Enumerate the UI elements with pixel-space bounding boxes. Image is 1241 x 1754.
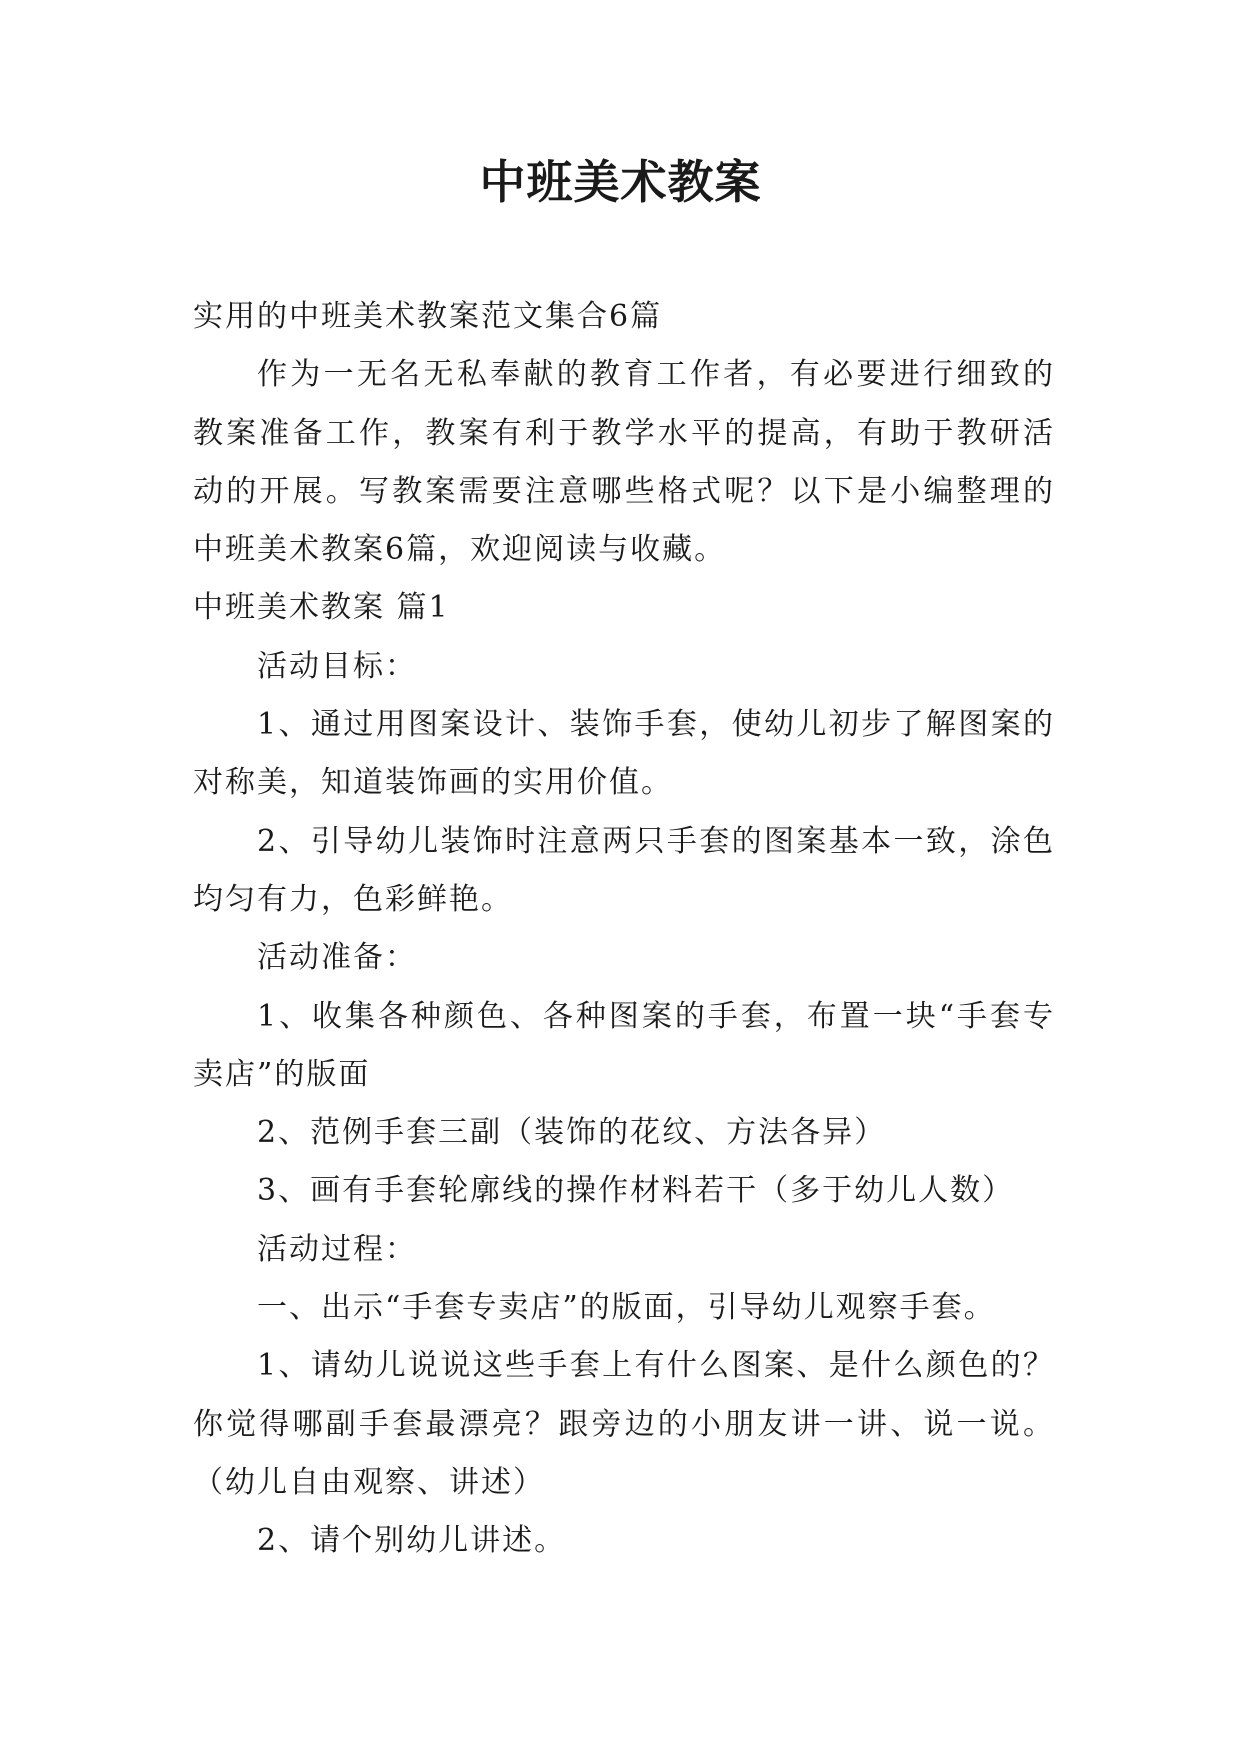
preparation-heading: 活动准备： <box>257 940 417 976</box>
document-body <box>193 288 1055 1571</box>
preparation-item: 1、收集各种颜色、各种图案的手套，布置一块“手套专卖店”的版面 <box>193 998 1055 1092</box>
preparation-item: 2、范例手套三副（装饰的花纹、方法各异） <box>257 1115 887 1151</box>
preparation-item: 3、画有手套轮廓线的操作材料若干（多于幼儿人数） <box>257 1173 1015 1209</box>
process-step: 一、出示“手套专卖店”的版面，引导幼儿观察手套。 <box>257 1290 996 1326</box>
goal-item: 2、引导幼儿装饰时注意两只手套的图案基本一致，涂色均匀有力，色彩鲜艳。 <box>193 823 1055 917</box>
subtitle-paragraph: 实用的中班美术教案范文集合6篇 <box>193 299 663 334</box>
section-heading: 中班美术教案 篇1 <box>193 590 450 626</box>
process-heading: 活动过程： <box>257 1231 417 1267</box>
goals-heading: 活动目标： <box>257 648 417 684</box>
process-item: 1、请幼儿说说这些手套上有什么图案、是什么颜色的？你觉得哪副手套最漂亮？跟旁边的小朋友讲一讲、说一说。（幼儿自由观察、讲述） <box>193 1348 1055 1500</box>
document-title: 中班美术教案 <box>479 155 762 209</box>
process-item: 2、请个别幼儿讲述。 <box>257 1523 567 1559</box>
goal-item: 1、通过用图案设计、装饰手套，使幼儿初步了解图案的对称美，知道装饰画的实用价值。 <box>193 707 1055 801</box>
intro-paragraph: 作为一无名无私奉献的教育工作者，有必要进行细致的教案准备工作，教案有利于教学水平的提高，有助于教研活动的开展。写教案需要注意哪些格式呢？以下是小编整理的中班美术教案6篇，欢迎阅读与收藏。 <box>193 357 1055 568</box>
